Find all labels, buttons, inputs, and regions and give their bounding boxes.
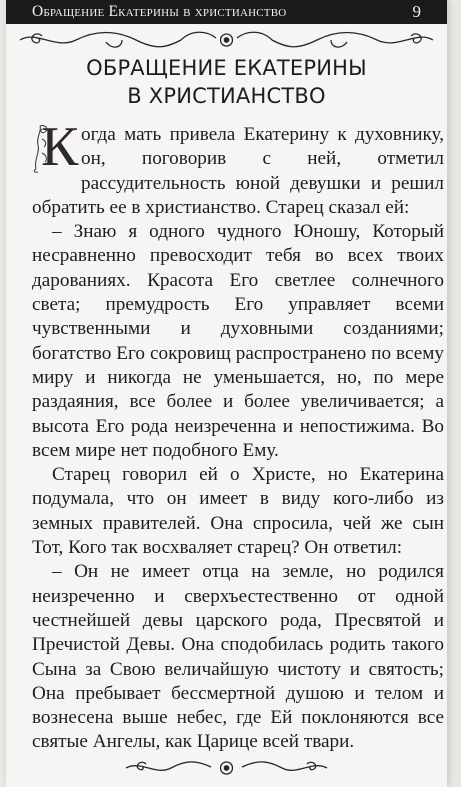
paragraph-2: – Знаю я одного чудного Юношу, Который несравненно превосходит тебя во всех твоих дарованиях. Красота Его светлее солнечного света; премудрость Его управляет всеми чувственными и духовными созданиями; богатство Его сокровищ распространено по всему миру и никогда не уменьшается, но, по мере раздаяния, все более и более увеличивается; а высота Его рода неизреченна и непостижима. Во всем мире нет подобного Ему. bbox=[32, 221, 444, 461]
paragraph-1-text: огда мать привела Екатерину к духовнику, он, поговорив с ней, отметил рассудительность юной девушки и решил обратить ее в христианство. Старец сказал ей: bbox=[32, 124, 444, 218]
chapter-title-line-2: В ХРИСТИАНСТВО bbox=[127, 84, 326, 108]
chapter-title bbox=[6, 54, 447, 110]
page-number: 9 bbox=[412, 2, 421, 21]
book-page bbox=[6, 0, 447, 787]
top-ornament-divider bbox=[16, 26, 437, 54]
decorative-dropcap bbox=[32, 116, 79, 178]
bottom-ornament-divider bbox=[16, 754, 437, 782]
chapter-body bbox=[32, 116, 444, 755]
dropcap-letter: К bbox=[41, 116, 79, 178]
running-header bbox=[6, 0, 447, 24]
paragraph-3: Старец говорил ей о Христе, но Екатерина подумала, что он имеет в виду кого-либо из земных правителей. Она спросила, чей же сын Тот, Кого так восхваляет старец? Он ответил: bbox=[32, 464, 444, 559]
running-title: Обращение Екатерины в христианство bbox=[32, 3, 287, 20]
paragraph-1 bbox=[32, 116, 444, 220]
paragraph-4: – Он не имеет отца на земле, но родился неизреченно и сверхъестественно от одной честнейшей девы царского рода, Пресвятой и Пречистой Девы. Она сподобилась родить такого Сына за Свою величайшую чистоту и святость; Она пребывает бессмертной душою и телом и вознесена выше небес, где Ей поклоняются все святые Ангелы, как Царице всей твари. bbox=[32, 561, 444, 753]
chapter-title-line-1: ОБРАЩЕНИЕ ЕКАТЕРИНЫ bbox=[86, 56, 367, 80]
